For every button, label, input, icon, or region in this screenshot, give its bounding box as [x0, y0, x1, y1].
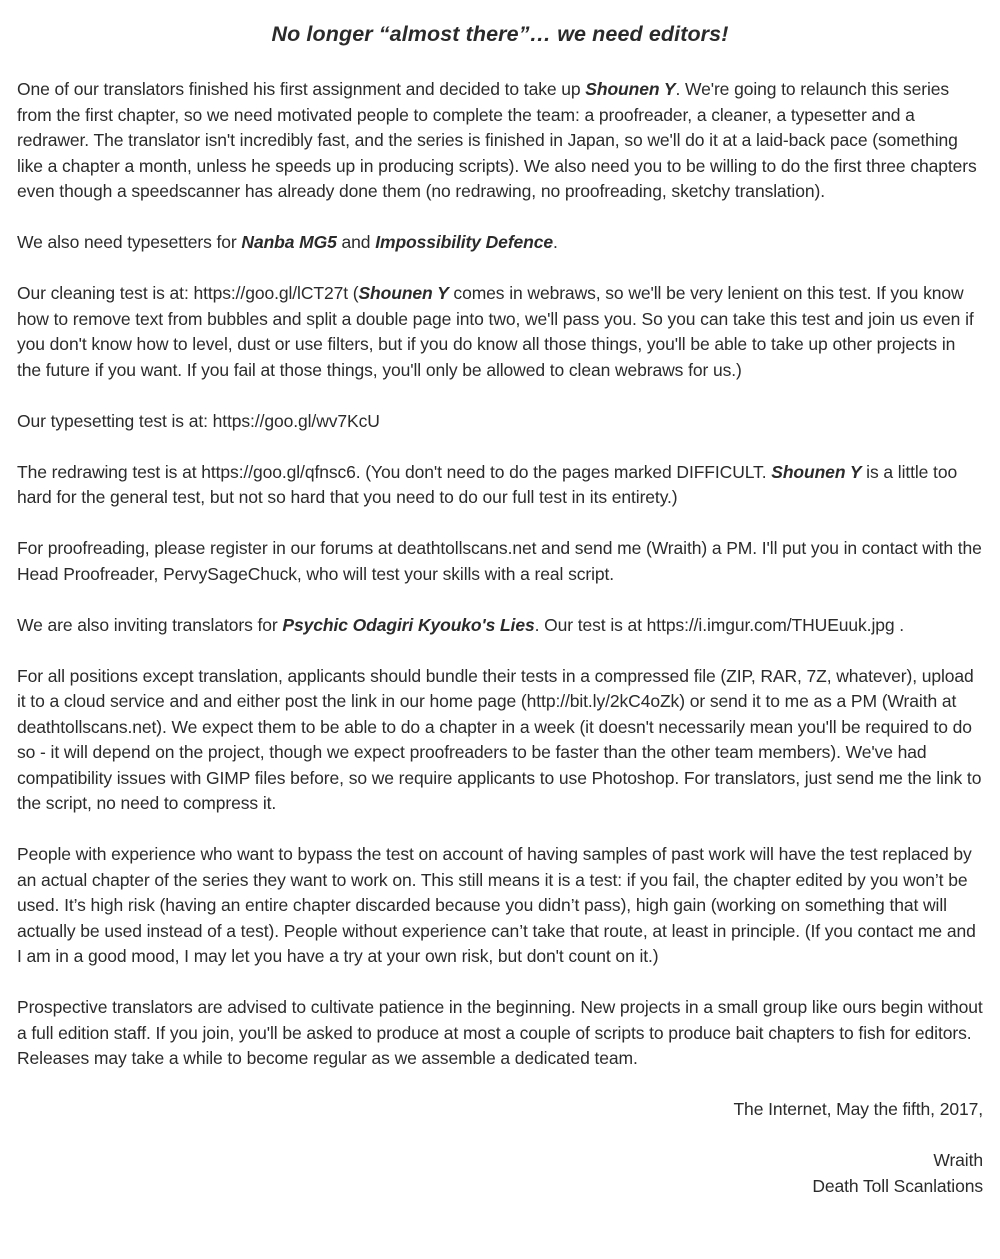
text-run: comes in webraws, so we'll be very lenient on this test. If you know how to remove text from bubbles and split a double page into two, we'll pass you. So you can take this test and join us even if you don't know how to level, dust or use filters, but if you do know all those things, you'll be able to take up other projects in the future if you want. If you fail at those things, you'll only be allowed to clean webraws for us.): [17, 283, 974, 380]
text-run: . Our test is at https://i.imgur.com/THUEuuk.jpg .: [534, 614, 905, 635]
paragraph-typesetting-test: [17, 409, 983, 435]
document-body: [17, 77, 983, 1072]
text-run: is a little too hard for the general test, but not so hard that you need to do our full test in its entirety.): [17, 461, 958, 507]
text-run: We also need typesetters for: [17, 232, 242, 252]
text-run: For proofreading, please register in our forums at deathtollscans.net and send me (Wraith) a PM. I'll put you in contact with the Head Proofreader, PervySageChuck, who will test your skills with a real script.: [17, 538, 982, 584]
paragraph-redrawing-test: [17, 460, 983, 511]
text-run: and: [336, 232, 376, 252]
text-run: For all positions except translation, applicants should bundle their tests in a compressed file (ZIP, RAR, 7Z, whatever), upload it to a cloud service and and either post the link in our home page (http://bit.ly/2kC4oZk) or send it to me as a PM (Wraith at deathtollscans.net). We expect them to be able to do a chapter in a week (it doesn't necessarily mean you'll be required to do so - it will depend on the project, though we expect proofreaders to be faster than the other team members). We've had compatibility issues with GIMP files before, so we require applicants to use Photoshop. For translators, just send me the link to the script, no need to compress it.: [17, 665, 982, 813]
paragraph-prospective-translators: [17, 995, 983, 1072]
paragraph-typesetters-needed: [17, 230, 983, 256]
text-run: Prospective translators are advised to cultivate patience in the beginning. New projects in a small group like ours begin without a full edition staff. If you join, you'll be asked to produce at most a couple of scripts to produce bait chapters to fish for editors. Releases may take a while to become regular as we assemble a dedicated team.: [17, 997, 983, 1068]
text-run: We are also inviting translators for: [17, 614, 283, 635]
paragraph-experienced-applicants: [17, 842, 983, 970]
text-run: One of our translators finished his first assignment and decided to take up: [17, 79, 586, 99]
text-run: People with experience who want to bypass the test on account of having samples of past work will have the test replaced by an actual chapter of the series they want to work on. This still means it is a test: if you fail, the chapter edited by you won’t be used. It’s high risk (having an entire chapter discarded because you didn’t pass), high gain (working on something that will actually be used instead of a test). People without experience can’t take that route, at least in principle. (If you contact me and I am in a good mood, I may let you have a try at your own risk, but don't count on it.): [17, 844, 976, 966]
page-title: No longer “almost there”… we need editors!: [271, 22, 729, 46]
text-run: Our cleaning test is at: https://goo.gl/lCT27t (: [17, 283, 359, 303]
series-title: Psychic Odagiri Kyouko's Lies: [282, 614, 535, 635]
text-run: Our typesetting test is at: https://goo.gl/wv7KcU: [17, 410, 380, 431]
paragraph-proofreading: [17, 536, 983, 587]
series-title: Impossibility Defence: [375, 232, 554, 252]
series-title: Nanba MG5: [241, 232, 337, 252]
paragraph-cleaning-test: [17, 281, 983, 383]
paragraph-intro-shounen-y: [17, 77, 983, 205]
text-run: .: [553, 232, 558, 252]
text-run: The redrawing test is at https://goo.gl/qfnsc6. (You don't need to do the pages marked DIFFICULT.: [17, 461, 772, 482]
series-title: Shounen Y: [358, 283, 449, 303]
series-title: Shounen Y: [585, 79, 676, 99]
series-title: Shounen Y: [771, 461, 862, 482]
signature-author: Wraith: [933, 1150, 983, 1170]
paragraph-application-instructions: [17, 664, 983, 817]
signature-group: Death Toll Scanlations: [812, 1175, 983, 1196]
dateline: The Internet, May the fifth, 2017,: [733, 1099, 983, 1119]
text-run: . We're going to relaunch this series from the first chapter, so we need motivated people to complete the team: a proofreader, a cleaner, a typesetter and a redrawer. The translator isn't incredibly fast, and the series is finished in Japan, so we'll do it at a laid-back pace (something like a chapter a month, unless he speeds up in producing scripts). We also need you to be willing to do the first three chapters even though a speedscanner has already done them (no redrawing, no proofreading, sketchy translation).: [17, 79, 977, 201]
paragraph-translators-invite: [17, 613, 983, 639]
signature-block: [17, 1148, 983, 1199]
